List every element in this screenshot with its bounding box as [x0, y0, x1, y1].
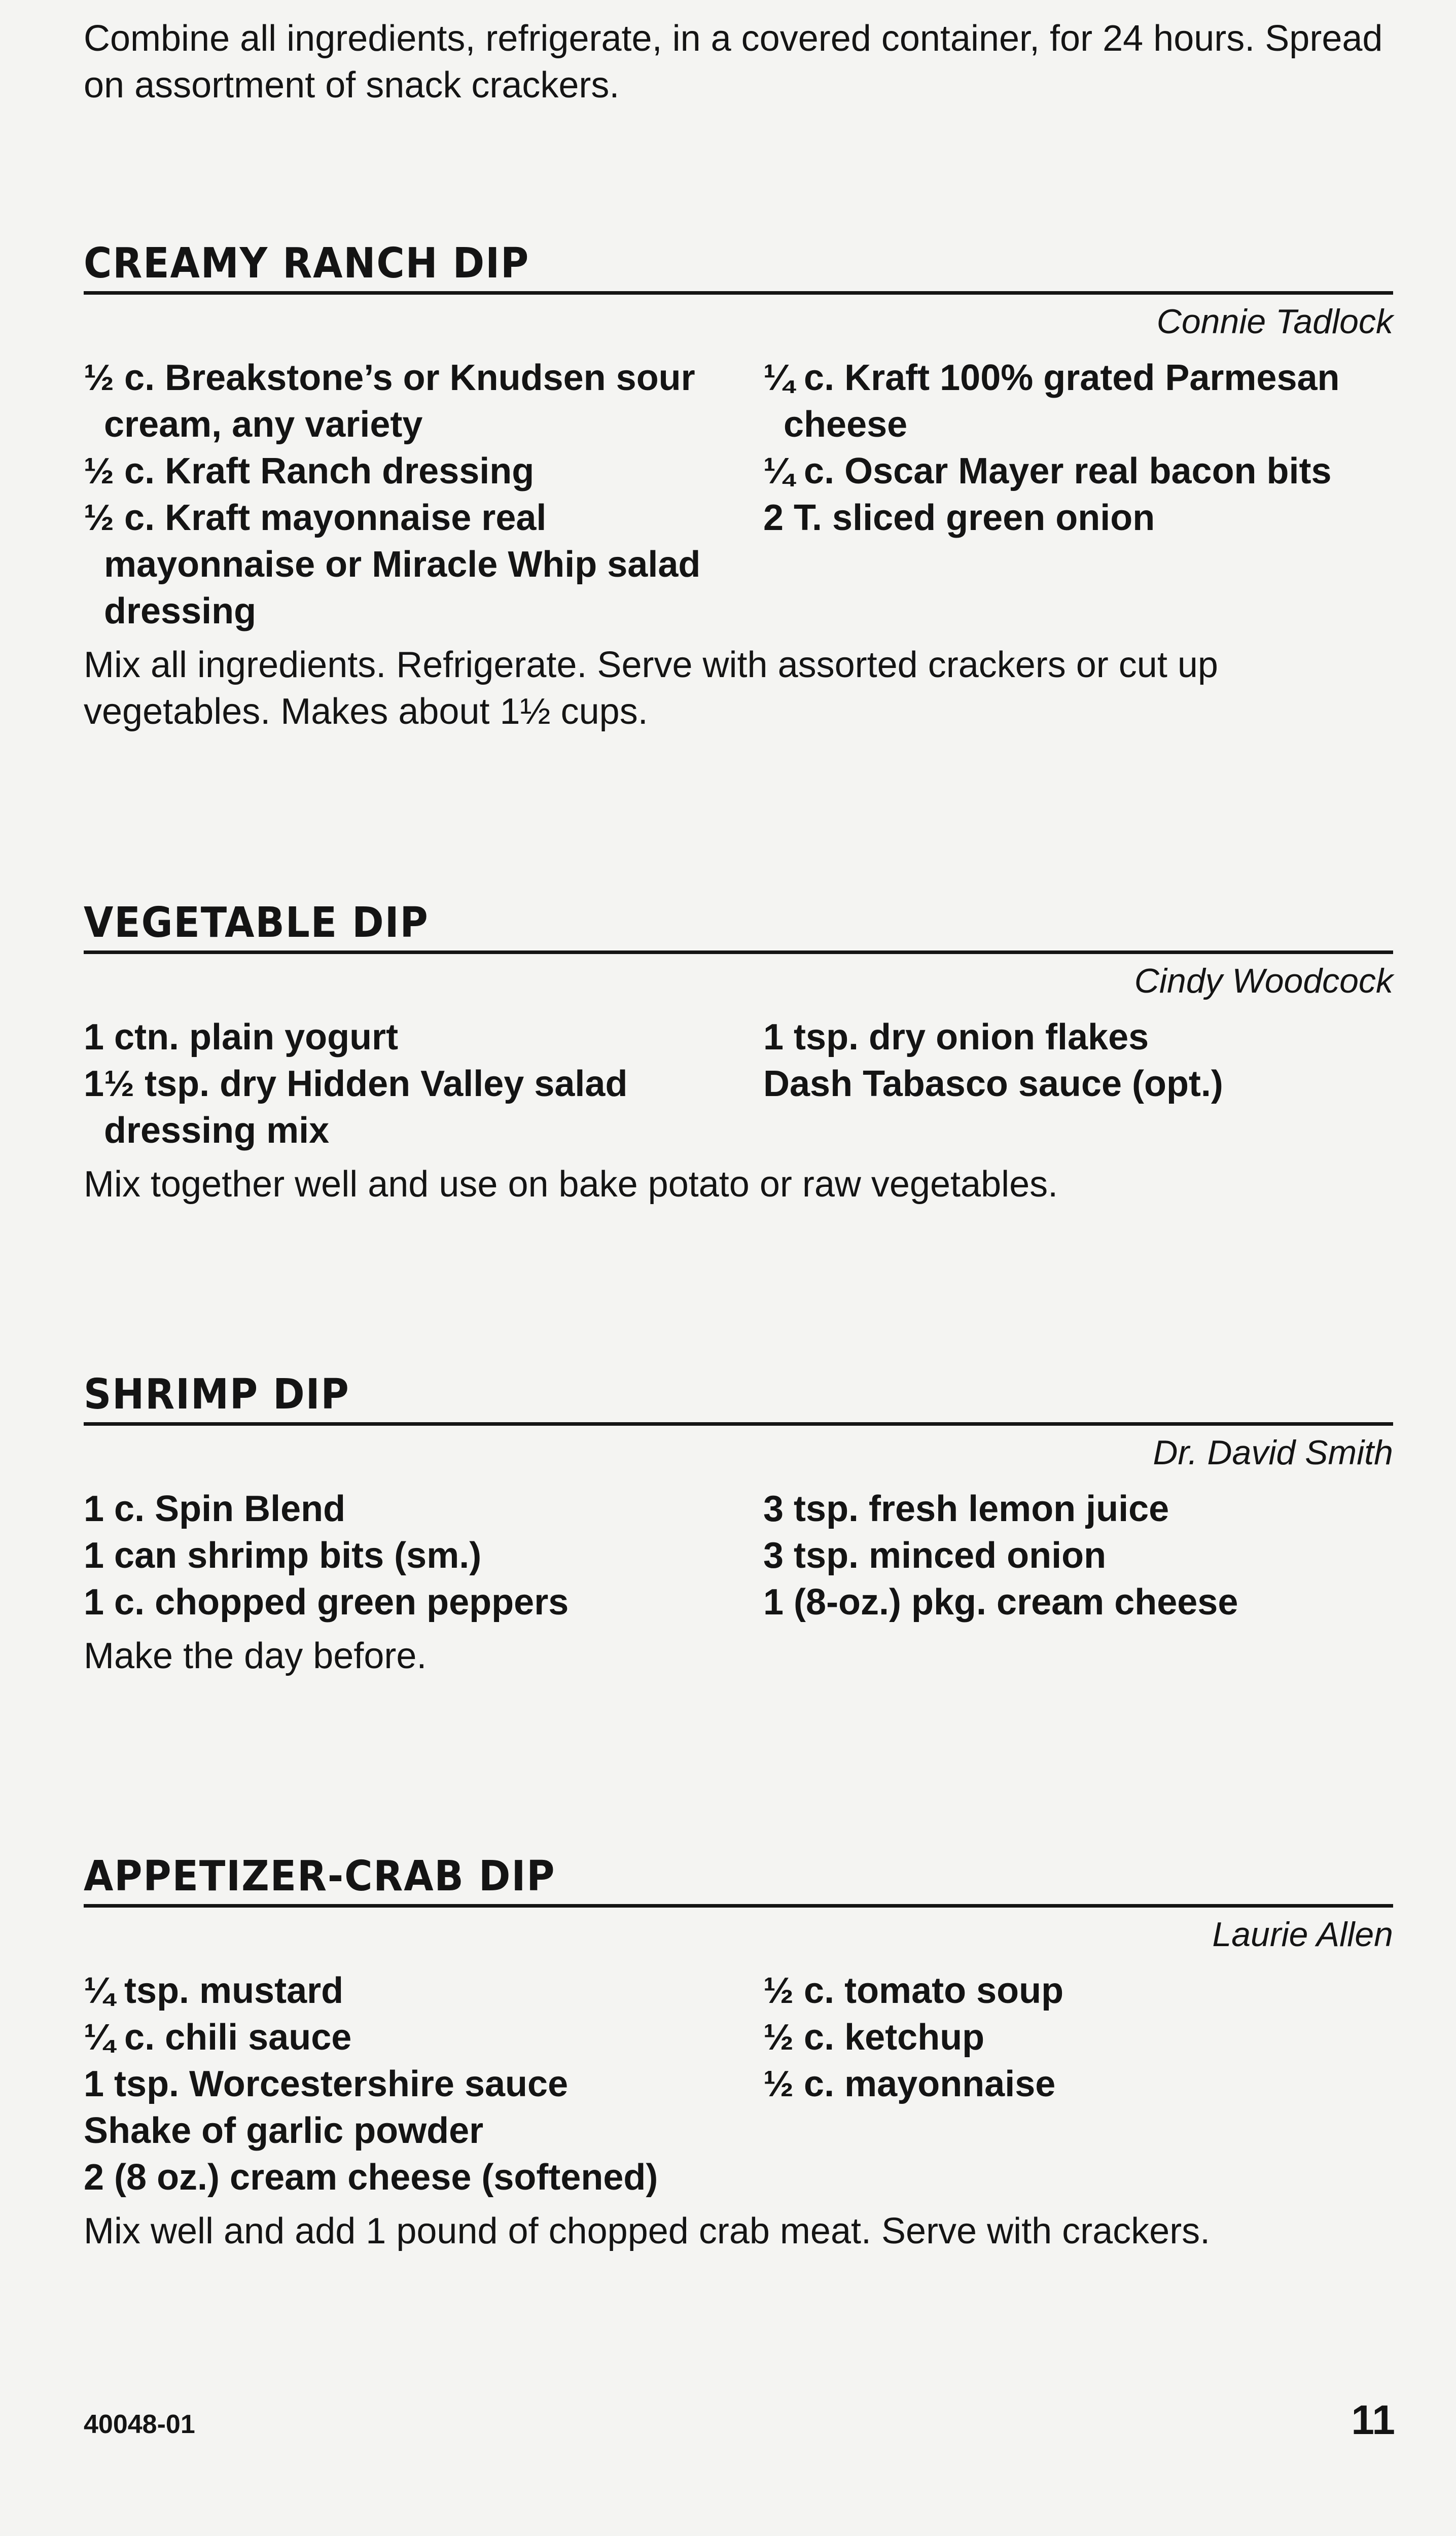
ingredient: 1 c. Spin Blend — [84, 1489, 346, 1529]
title-divider — [84, 1422, 1393, 1426]
ingredient: 1 (8-oz.) pkg. cream cheese — [763, 1582, 1238, 1623]
ingredient: 3 tsp. fresh lemon juice — [763, 1489, 1169, 1529]
ingredient: 2 (8 oz.) cream cheese (softened) — [84, 2157, 658, 2198]
ingredient: ½ c. ketchup — [763, 2017, 985, 2058]
ingredient: ¼ tsp. mustard — [84, 1970, 344, 2011]
recipe-author: Connie Tadlock — [1156, 302, 1393, 341]
ingredient-list-right — [763, 1014, 1393, 1154]
ingredient-list-right — [763, 1967, 1393, 2201]
ingredient: ¼ c. Kraft 100% grated Parmesan cheese — [763, 358, 1340, 445]
ingredient: ½ c. mayonnaise — [763, 2064, 1056, 2104]
recipe-title: VEGETABLE DIP — [84, 899, 429, 947]
title-divider — [84, 1904, 1393, 1908]
ingredient-list-left — [84, 1014, 763, 1154]
ingredient: 3 tsp. minced onion — [763, 1535, 1107, 1576]
recipe-directions: Make the day before. — [84, 1636, 427, 1676]
ingredient-list-right — [763, 1486, 1393, 1626]
ingredient: ½ c. Kraft mayonnaise real mayonnaise or Miracle Whip salad dressing — [84, 498, 701, 631]
ingredient-list-right — [763, 355, 1393, 635]
ingredient-columns — [84, 1967, 1393, 2201]
ingredient: 1 can shrimp bits (sm.) — [84, 1535, 482, 1576]
recipe-directions: Mix together well and use on bake potato or raw vegetables. — [84, 1164, 1058, 1205]
ingredient: 1 c. chopped green peppers — [84, 1582, 569, 1623]
ingredient: 1½ tsp. dry Hidden Valley salad dressing mix — [84, 1064, 628, 1151]
ingredient-list-left — [84, 1486, 763, 1626]
ingredient: 1 ctn. plain yogurt — [84, 1017, 399, 1058]
recipe-author: Laurie Allen — [1212, 1915, 1393, 1954]
ingredient-columns — [84, 355, 1393, 635]
recipe-shrimp-dip — [84, 1369, 1393, 1679]
ingredient-list-left — [84, 355, 763, 635]
ingredient: ½ c. Breakstone’s or Knudsen sour cream, any variety — [84, 358, 695, 445]
recipe-appetizer-crab-dip — [84, 1851, 1393, 2255]
ingredient-columns — [84, 1486, 1393, 1626]
print-code: 40048-01 — [84, 2410, 195, 2439]
recipe-directions: Mix well and add 1 pound of chopped crab meat. Serve with crackers. — [84, 2211, 1211, 2251]
recipe-creamy-ranch-dip — [84, 238, 1393, 735]
title-divider — [84, 950, 1393, 954]
recipe-vegetable-dip — [84, 898, 1393, 1208]
recipe-author: Cindy Woodcock — [1134, 962, 1393, 1000]
ingredient: Shake of garlic powder — [84, 2110, 484, 2151]
title-divider — [84, 291, 1393, 295]
ingredient: ¼ c. chili sauce — [84, 2017, 352, 2058]
ingredient-columns — [84, 1014, 1393, 1154]
ingredient: 2 T. sliced green onion — [763, 498, 1155, 538]
ingredient: 1 tsp. dry onion flakes — [763, 1017, 1149, 1058]
recipe-title: SHRIMP DIP — [84, 1370, 350, 1419]
recipe-title: CREAMY RANCH DIP — [84, 239, 530, 288]
recipe-directions: Mix all ingredients. Refrigerate. Serve with assorted crackers or cut up vegetables. Makes about 1½ cups. — [84, 645, 1218, 732]
ingredient: ½ c. tomato soup — [763, 1970, 1064, 2011]
intro-directions: Combine all ingredients, refrigerate, in a covered container, for 24 hours. Spread on assortment of snack crackers. — [84, 18, 1383, 105]
ingredient: 1 tsp. Worcestershire sauce — [84, 2064, 569, 2104]
recipe-author: Dr. David Smith — [1153, 1433, 1393, 1472]
ingredient: ½ c. Kraft Ranch dressing — [84, 451, 535, 491]
ingredient: ¼ c. Oscar Mayer real bacon bits — [763, 451, 1332, 491]
ingredient: Dash Tabasco sauce (opt.) — [763, 1064, 1223, 1104]
recipe-title: APPETIZER-CRAB DIP — [84, 1852, 556, 1900]
page-number: 11 — [1351, 2397, 1395, 2443]
ingredient-list-left — [84, 1967, 763, 2201]
